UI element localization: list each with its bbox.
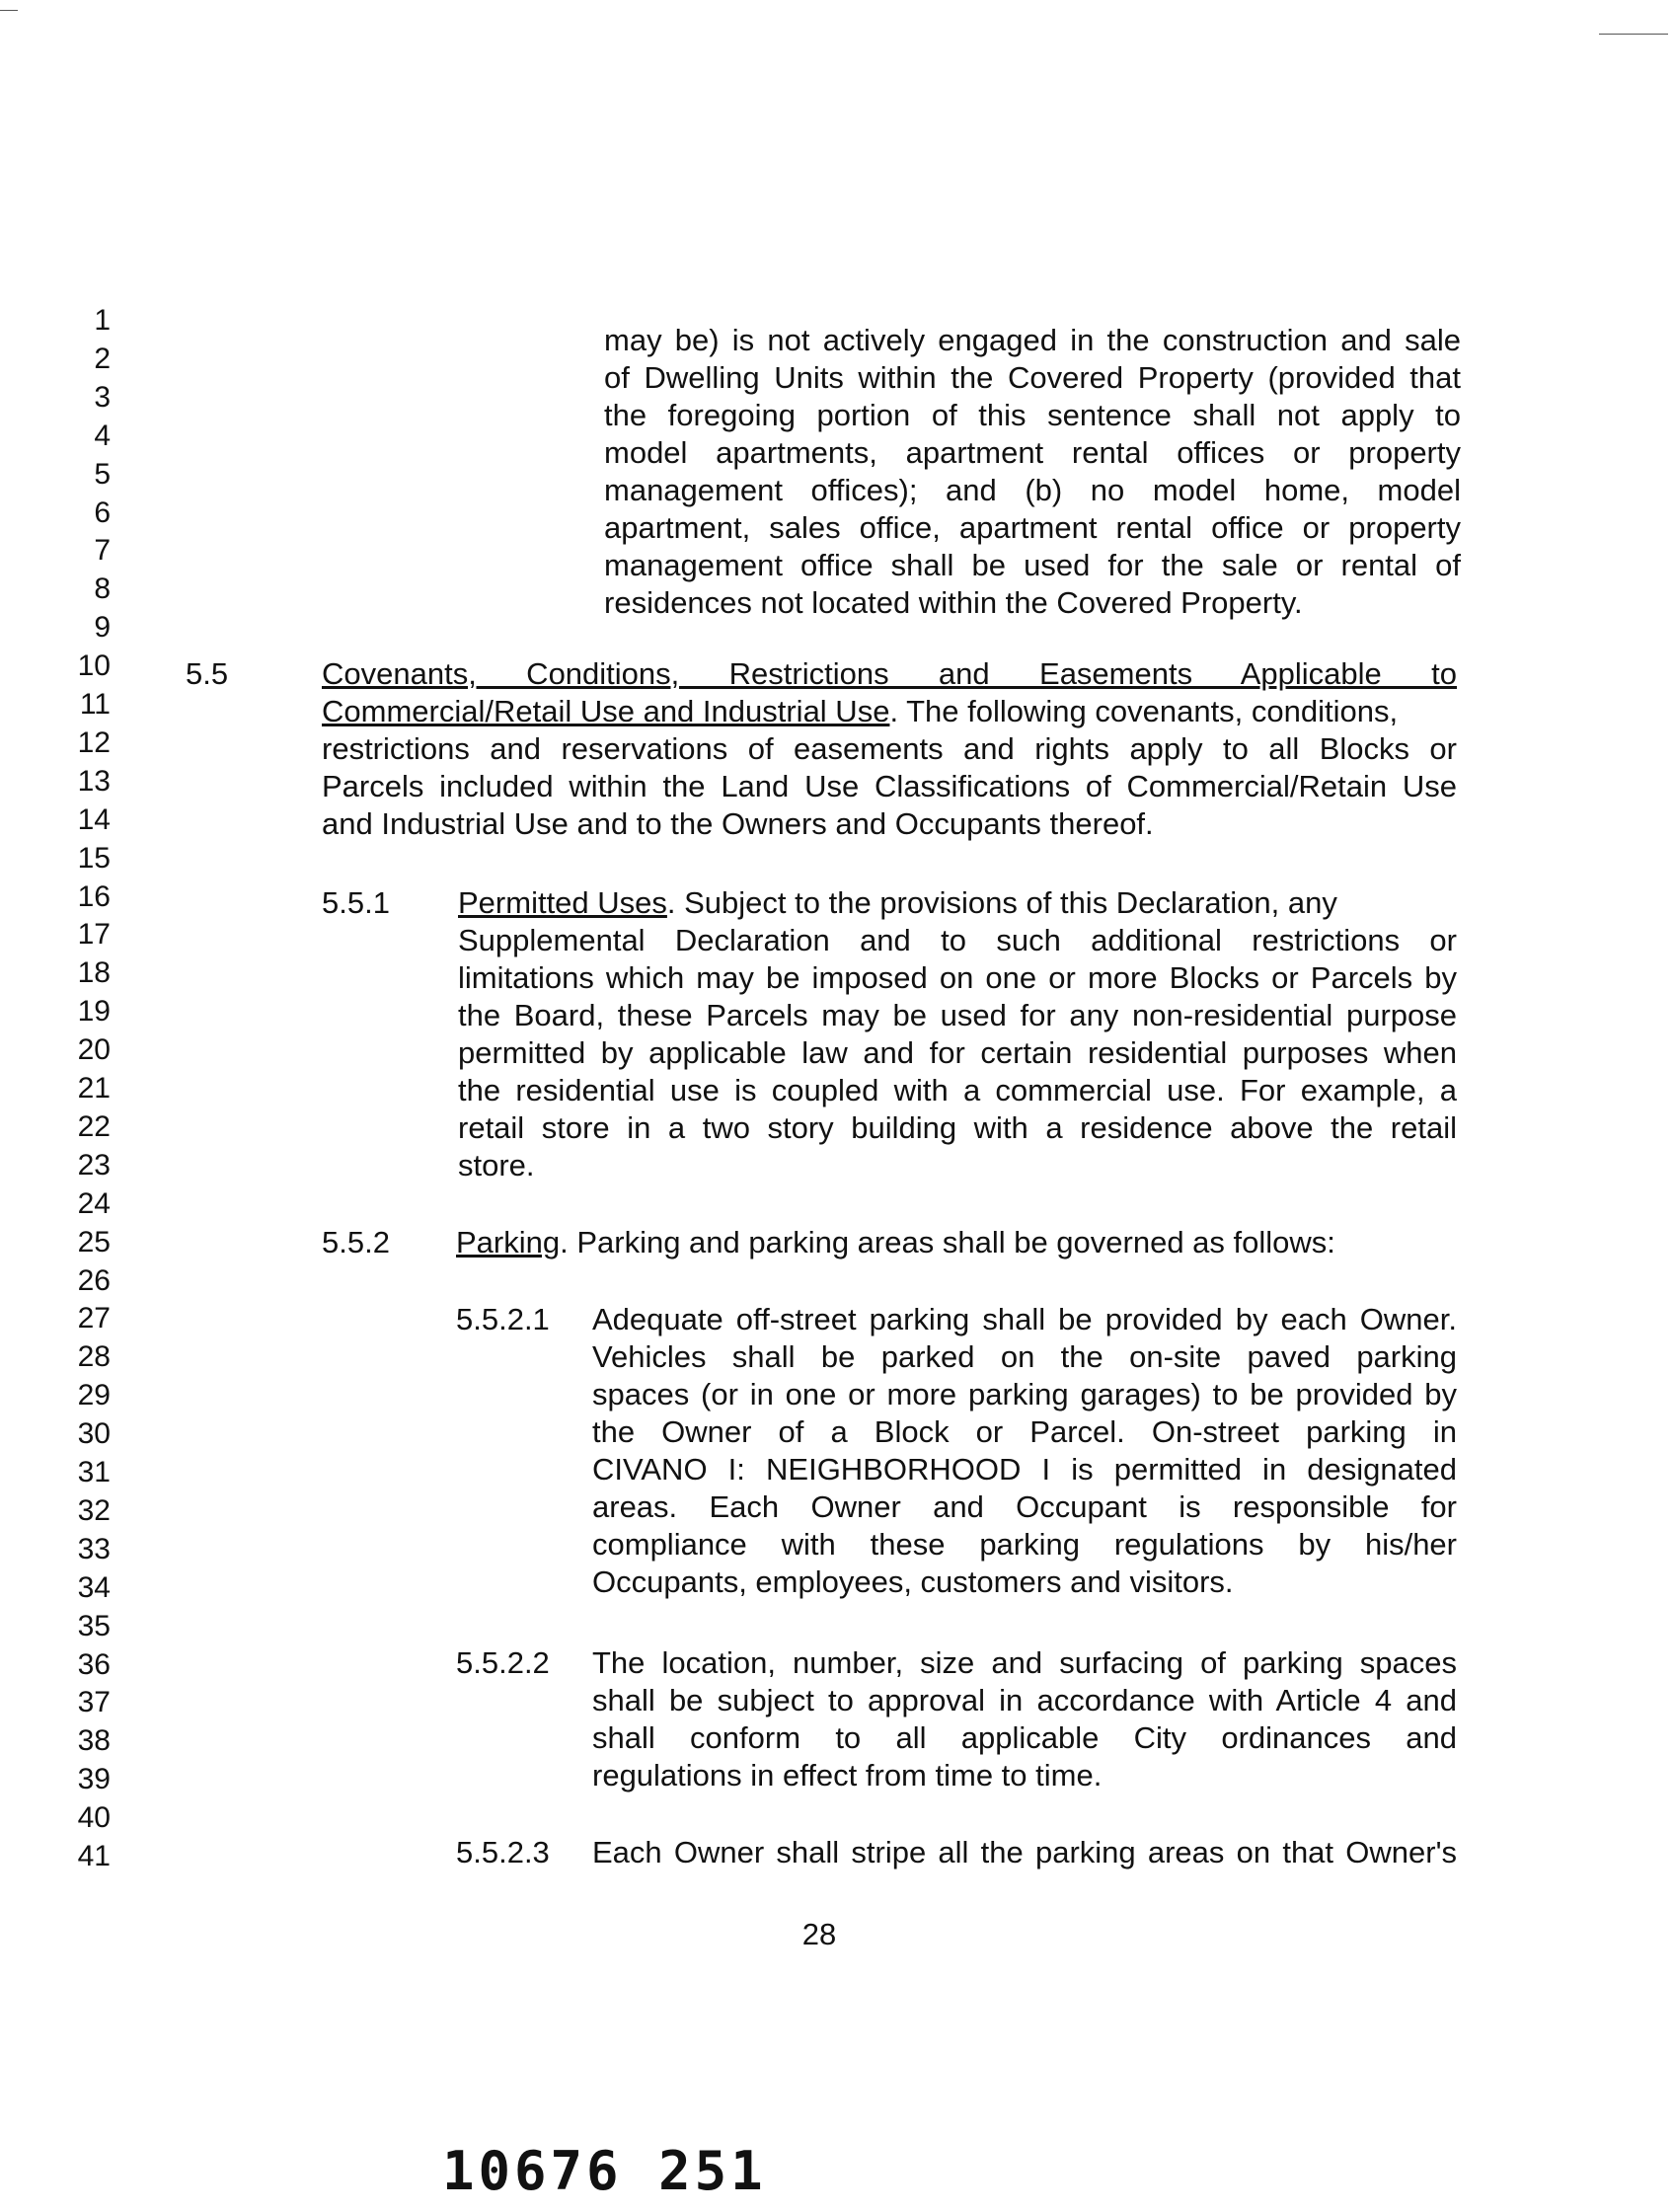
line-number: 35 xyxy=(77,1609,111,1642)
line-number: 37 xyxy=(77,1686,111,1719)
line-number: 7 xyxy=(94,534,111,568)
text-run: . The following covenants, conditions, xyxy=(889,694,1399,728)
section-number: 5.5.1 xyxy=(322,885,390,920)
section-number: 5.5.2.2 xyxy=(456,1645,550,1680)
scan-mark-right xyxy=(1599,34,1668,35)
line-number: 12 xyxy=(77,725,111,759)
line-number: 13 xyxy=(77,764,111,798)
text-line: Adequate off-street parking shall be provided by each Owner. xyxy=(592,1302,1457,1336)
text-line xyxy=(322,693,1398,730)
line-number: 20 xyxy=(77,1033,111,1067)
page-number: 28 xyxy=(801,1917,837,1951)
line-number: 21 xyxy=(77,1072,111,1105)
text-run: . Parking and parking areas shall be governed as follows: xyxy=(560,1225,1335,1259)
text-line: spaces (or in one or more parking garages) to be provided by xyxy=(592,1377,1457,1411)
text-line: the foregoing portion of this sentence shall not apply to xyxy=(604,398,1461,432)
line-number: 2 xyxy=(94,342,111,375)
line-number: 15 xyxy=(77,841,111,875)
line-number: 11 xyxy=(79,688,111,721)
text-line: shall conform to all applicable City ordinances and xyxy=(592,1720,1457,1755)
line-number: 28 xyxy=(77,1340,111,1374)
text-line: apartment, sales office, apartment rental office or property xyxy=(604,510,1461,545)
line-number: 32 xyxy=(77,1493,111,1527)
text-line: management offices); and (b) no model home, model xyxy=(604,473,1461,507)
text-run: . Subject to the provisions of this Declaration, any xyxy=(666,885,1337,920)
section-number: 5.5.2 xyxy=(322,1225,390,1259)
text-line: of Dwelling Units within the Covered Property (provided that xyxy=(604,360,1461,395)
text-line: the Board, these Parcels may be used for any non-residential purpose xyxy=(458,998,1457,1032)
line-number: 30 xyxy=(77,1417,111,1451)
line-number: 14 xyxy=(77,802,111,836)
line-number: 19 xyxy=(77,995,111,1029)
line-number: 25 xyxy=(77,1225,111,1259)
line-number: 24 xyxy=(77,1186,111,1220)
text-line: restrictions and reservations of easements and rights apply to all Blocks or xyxy=(322,731,1457,766)
text-line: compliance with these parking regulations by his/her xyxy=(592,1527,1457,1562)
section-heading: Permitted Uses xyxy=(458,885,667,920)
line-number: 18 xyxy=(77,956,111,990)
line-number: 6 xyxy=(94,496,111,529)
text-line: areas. Each Owner and Occupant is responsible for xyxy=(592,1489,1457,1524)
text-line xyxy=(456,1224,1335,1261)
section-number: 5.5.2.1 xyxy=(456,1302,550,1336)
text-line: Vehicles shall be parked on the on-site paved parking xyxy=(592,1339,1457,1374)
text-line: residences not located within the Covered Property. xyxy=(604,585,1303,620)
line-number: 27 xyxy=(77,1302,111,1335)
text-line: Parcels included within the Land Use Classifications of Commercial/Retain Use xyxy=(322,769,1457,803)
line-number: 40 xyxy=(77,1801,111,1835)
line-number: 17 xyxy=(77,918,111,952)
line-number: 38 xyxy=(77,1724,111,1758)
line-number: 10 xyxy=(77,649,111,683)
text-line: and Industrial Use and to the Owners and Occupants thereof. xyxy=(322,806,1154,841)
line-number: 3 xyxy=(94,380,111,414)
line-number: 1 xyxy=(94,304,111,337)
text-line: Each Owner shall stripe all the parking areas on that Owner's xyxy=(592,1835,1457,1869)
line-number: 4 xyxy=(94,419,111,452)
text-line: CIVANO I: NEIGHBORHOOD I is permitted in designated xyxy=(592,1452,1457,1487)
book-page-stamp: 10676 251 xyxy=(442,2140,767,2202)
line-number: 29 xyxy=(77,1379,111,1412)
line-number: 5 xyxy=(94,457,111,491)
text-line: the residential use is coupled with a commercial use. For example, a xyxy=(458,1073,1457,1107)
text-line: may be) is not actively engaged in the construction and sale xyxy=(604,323,1461,357)
line-number: 26 xyxy=(77,1263,111,1297)
text-line: The location, number, size and surfacing of parking spaces xyxy=(592,1645,1457,1680)
text-line: model apartments, apartment rental offices or property xyxy=(604,435,1461,470)
text-line: store. xyxy=(458,1148,535,1182)
text-line: shall be subject to approval in accordance with Article 4 and xyxy=(592,1683,1457,1717)
line-number: 41 xyxy=(77,1840,111,1872)
text-line: management office shall be used for the sale or rental of xyxy=(604,548,1461,582)
line-number: 39 xyxy=(77,1763,111,1796)
line-number: 8 xyxy=(94,572,111,606)
text-line: the Owner of a Block or Parcel. On-street parking in xyxy=(592,1414,1457,1449)
section-number: 5.5 xyxy=(186,656,229,691)
section-number: 5.5.2.3 xyxy=(456,1835,550,1869)
text-line: retail store in a two story building with a residence above the retail xyxy=(458,1110,1457,1145)
text-line: Supplemental Declaration and to such additional restrictions or xyxy=(458,923,1457,957)
line-number: 22 xyxy=(77,1109,111,1143)
text-line xyxy=(458,884,1337,922)
line-number: 34 xyxy=(77,1570,111,1604)
line-number: 33 xyxy=(77,1532,111,1565)
section-heading: Covenants, Conditions, Restrictions and Easements Applicable to xyxy=(322,656,1457,691)
text-line: limitations which may be imposed on one or more Blocks or Parcels by xyxy=(458,960,1457,995)
section-heading: Parking xyxy=(456,1225,561,1259)
text-line: regulations in effect from time to time. xyxy=(592,1758,1103,1792)
line-number: 31 xyxy=(77,1456,111,1488)
text-line: Occupants, employees, customers and visitors. xyxy=(592,1564,1234,1599)
text-line: permitted by applicable law and for certain residential purposes when xyxy=(458,1035,1457,1070)
line-number: 36 xyxy=(77,1647,111,1681)
line-number: 16 xyxy=(77,879,111,913)
line-number: 9 xyxy=(94,611,111,645)
scan-mark-left xyxy=(0,10,18,11)
line-number: 23 xyxy=(77,1148,111,1182)
section-heading: Commercial/Retail Use and Industrial Use xyxy=(322,694,890,728)
